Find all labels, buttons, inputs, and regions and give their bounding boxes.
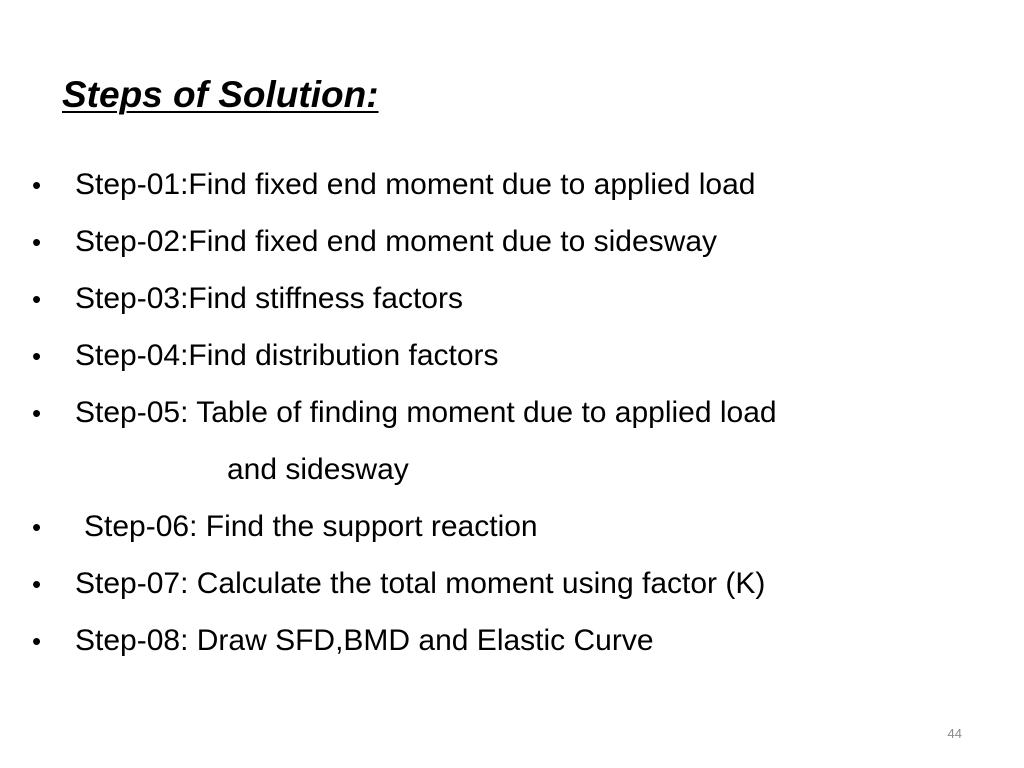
step-text: Step-02:Find fixed end moment due to sidesway — [75, 225, 718, 258]
bullet-icon: • — [32, 227, 42, 257]
list-item — [0, 564, 1000, 604]
list-item — [0, 621, 1000, 661]
step-continuation-text: and sidesway — [227, 453, 409, 486]
step-text: Step-08: Draw SFD,BMD and Elastic Curve — [75, 624, 654, 657]
step-text: Step-04:Find distribution factors — [75, 339, 499, 372]
bullet-icon: • — [32, 569, 42, 599]
list-item — [0, 165, 1000, 205]
step-text: Step-07: Calculate the total moment using factor (K) — [75, 567, 766, 600]
list-item — [0, 507, 1000, 547]
bullet-icon: • — [32, 398, 42, 428]
step-text: Step-05: Table of finding moment due to applied load — [75, 396, 777, 429]
step-text: Step-01:Find fixed end moment due to applied load — [75, 168, 756, 201]
bullet-icon: • — [32, 341, 42, 371]
step-text: Step-03:Find stiffness factors — [75, 282, 463, 315]
bullet-icon: • — [32, 512, 42, 542]
list-item — [0, 222, 1000, 262]
list-item — [0, 279, 1000, 319]
list-item — [0, 393, 1000, 433]
step-text: Step-06: Find the support reaction — [84, 510, 538, 543]
page-number: 44 — [947, 726, 962, 741]
bullet-icon: • — [32, 170, 42, 200]
slide-title: Steps of Solution: — [62, 74, 379, 115]
bullet-icon: • — [32, 284, 42, 314]
bullet-icon: • — [32, 626, 42, 656]
list-item — [0, 336, 1000, 376]
